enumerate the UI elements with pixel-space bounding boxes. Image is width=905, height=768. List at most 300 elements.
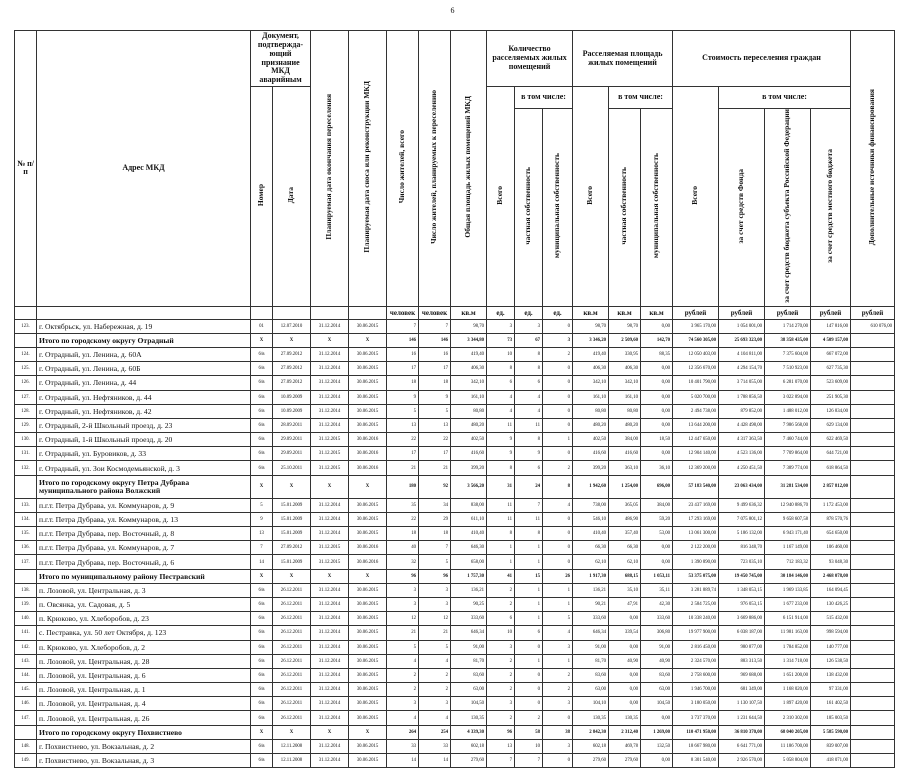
row-cell: 31.12.2015 [311, 447, 349, 461]
row-cell: 161 402,50 [811, 697, 851, 711]
row-address: п. Лозовой, ул. Центральная, д. 26 [37, 711, 251, 725]
row-cell: 1 167 149,00 [765, 541, 811, 555]
row-cell: 161,10 [609, 390, 641, 404]
row-number: 148. [15, 739, 37, 753]
row-cell: 30.06.2016 [349, 447, 387, 461]
row-cell: 4 294 154,70 [719, 362, 765, 376]
row-cell: 2 [487, 583, 515, 597]
row-cell: 63,00 [641, 683, 673, 697]
row-cell: 2 [419, 668, 451, 682]
row-cell: 7 510 923,00 [765, 362, 811, 376]
row-cell: 2 [487, 683, 515, 697]
row-cell: 30.06.2015 [349, 668, 387, 682]
row-address: п.г.т. Петра Дубрава, ул. Коммунаров, д. 13 [37, 512, 251, 526]
row-cell: 0 [543, 555, 573, 569]
row-cell: 6/в [251, 461, 273, 475]
row-cell: 9 [515, 447, 543, 461]
unit-cell: рублей [673, 306, 719, 319]
row-cell: 342,10 [609, 376, 641, 390]
unit-cell: рублей [851, 306, 895, 319]
row-cell: 1 [543, 433, 573, 447]
row-cell: 01 [251, 319, 273, 333]
row-cell: 17 293 169,00 [673, 512, 719, 526]
row-cell: 30.06.2015 [349, 362, 387, 376]
row-cell: 27.09.2012 [273, 362, 311, 376]
row-cell: 9 [487, 433, 515, 447]
row-cell: 3 [419, 583, 451, 597]
row-cell: 4 [419, 654, 451, 668]
row-cell: 365,05 [609, 498, 641, 512]
row-cell [851, 597, 895, 611]
row-cell: 9 499 636,32 [719, 498, 765, 512]
row-cell: 12 050 403,00 [673, 347, 719, 361]
row-cell: 66,30 [573, 541, 609, 555]
row-cell: 1 [487, 541, 515, 555]
row-cell: 3 [419, 597, 451, 611]
row-cell: 57 183 540,00 [673, 475, 719, 498]
row-cell: 26.12.2011 [273, 626, 311, 640]
row-cell: 546,10 [573, 512, 609, 526]
table-row [15, 754, 895, 768]
row-address: г. Отрадный, ул. Ленина, д. 44 [37, 376, 251, 390]
row-cell: 80,80 [609, 404, 641, 418]
row-cell: 8 [515, 362, 543, 376]
row-cell: 30.06.2015 [349, 319, 387, 333]
header-cost-incl: в том числе: [719, 87, 851, 109]
table-row [15, 498, 895, 512]
row-cell: 30.06.2015 [349, 640, 387, 654]
row-cell: 53 375 075,00 [673, 569, 719, 583]
row-cell: 10 401 790,00 [673, 376, 719, 390]
subtotal-row [15, 475, 895, 498]
row-number [15, 475, 37, 498]
unit-cell: кв.м [451, 306, 487, 319]
row-cell: 646,34 [451, 626, 487, 640]
row-number: 126. [15, 376, 37, 390]
row-cell: 13 [251, 527, 273, 541]
row-cell: 9 658 607,58 [765, 512, 811, 526]
row-cell: 1 231 644,50 [719, 711, 765, 725]
row-cell: 31.12.2014 [311, 319, 349, 333]
header-rooms-total: Всего [495, 185, 505, 205]
row-cell: 0,00 [609, 683, 641, 697]
row-cell: 23 437 169,00 [673, 498, 719, 512]
row-cell: 342,10 [451, 376, 487, 390]
row-cell: 21 [419, 461, 451, 475]
row-cell: 5 [419, 555, 451, 569]
row-number: 128. [15, 404, 37, 418]
row-cell: 18,50 [641, 433, 673, 447]
header-residents-planned: Число жителей, планируемых к переселению [429, 89, 439, 244]
row-cell: 339,54 [609, 626, 641, 640]
row-cell: 22 [387, 512, 419, 526]
row-cell: 3 [487, 697, 515, 711]
row-cell: 2 816 450,00 [673, 640, 719, 654]
row-number: 139. [15, 597, 37, 611]
row-cell: 30.06.2015 [349, 347, 387, 361]
row-cell: 40 [387, 541, 419, 555]
row-cell [851, 725, 895, 739]
row-cell: 23 063 434,00 [719, 475, 765, 498]
row-number: 137. [15, 555, 37, 569]
row-address: п. Лозовой, ул. Центральная, д. 4 [37, 697, 251, 711]
row-cell: 81,70 [573, 654, 609, 668]
row-cell: 251 905,30 [811, 390, 851, 404]
row-address: г. Отрадный, 1-й Школьный проезд, д. 20 [37, 433, 251, 447]
row-number: 147. [15, 711, 37, 725]
row-cell: 8 [487, 461, 515, 475]
row-cell: 142,70 [641, 333, 673, 347]
row-cell: 6/в [251, 362, 273, 376]
row-cell: 35,11 [641, 583, 673, 597]
row-cell: 3 566,20 [451, 475, 487, 498]
row-cell: 74 560 305,00 [673, 333, 719, 347]
row-address: г. Отрадный, ул. Ленина, д. 60А [37, 347, 251, 361]
row-cell: 410,40 [573, 527, 609, 541]
row-cell [851, 475, 895, 498]
row-cell: 15.01.2009 [273, 498, 311, 512]
row-cell: 363,10 [609, 461, 641, 475]
unit-cell: ед. [515, 306, 543, 319]
row-cell: 7 375 604,00 [765, 347, 811, 361]
row-number: 130. [15, 433, 37, 447]
table-row [15, 362, 895, 376]
row-cell: 31.12.2014 [311, 612, 349, 626]
row-number: 129. [15, 418, 37, 432]
row-cell: 0,00 [641, 418, 673, 432]
row-number: 143. [15, 654, 37, 668]
row-cell: 2 509,60 [609, 333, 641, 347]
row-cell: 147 816,00 [811, 319, 851, 333]
row-cell: 2 [543, 347, 573, 361]
row-cell: 333,60 [641, 612, 673, 626]
row-number: 125. [15, 362, 37, 376]
row-cell: 6/в [251, 654, 273, 668]
row-cell: 4 [419, 711, 451, 725]
row-cell: 2 324 570,00 [673, 654, 719, 668]
row-cell: 38 [543, 725, 573, 739]
row-cell: 1 946 700,00 [673, 683, 719, 697]
row-cell: 6/в [251, 418, 273, 432]
row-address: Итого по городскому округу Отрадный [37, 333, 251, 347]
unit-cell: рублей [719, 306, 765, 319]
row-address: Итого по муниципальному району Пестравский [37, 569, 251, 583]
row-cell: 138 432,00 [811, 668, 851, 682]
row-cell: 3 [515, 319, 543, 333]
unit-cell: кв.м [609, 306, 641, 319]
row-cell: 31.12.2014 [311, 362, 349, 376]
row-cell: 2 857 812,00 [811, 475, 851, 498]
row-cell [851, 683, 895, 697]
row-cell: 0 [543, 527, 573, 541]
row-cell: 11 [487, 498, 515, 512]
row-cell: 406,30 [451, 362, 487, 376]
row-cell: 12 [387, 612, 419, 626]
row-cell: 0,00 [641, 754, 673, 768]
row-cell: 31.12.2014 [311, 583, 349, 597]
row-cell: 12 356 670,00 [673, 362, 719, 376]
row-cell: 1 172 453,00 [811, 498, 851, 512]
row-cell: 130,35 [609, 711, 641, 725]
row-cell: 12.07.2010 [273, 319, 311, 333]
row-cell: 0,00 [641, 390, 673, 404]
table-row [15, 390, 895, 404]
row-cell: 2 [419, 683, 451, 697]
row-cell: 30.06.2015 [349, 390, 387, 404]
row-cell [851, 541, 895, 555]
table-row [15, 447, 895, 461]
row-cell: 1 757,30 [451, 569, 487, 583]
row-cell: 11 [515, 418, 543, 432]
row-cell: 688,15 [609, 569, 641, 583]
row-cell: 6/в [251, 739, 273, 753]
row-cell: 31.12.2014 [311, 697, 349, 711]
row-cell: 7 [419, 541, 451, 555]
row-number: 145. [15, 683, 37, 697]
row-cell: 104,50 [451, 697, 487, 711]
row-cell: 419,40 [573, 347, 609, 361]
row-cell: 1 348 053,15 [719, 583, 765, 597]
row-cell: X [251, 475, 273, 498]
row-cell: 416,60 [573, 447, 609, 461]
row-cell: 13 061 300,00 [673, 527, 719, 541]
row-cell: 30.06.2015 [349, 754, 387, 768]
row-cell: 6 [515, 626, 543, 640]
row-cell: 30.06.2015 [349, 404, 387, 418]
row-cell: 3 [543, 333, 573, 347]
row-cell: 42,30 [641, 597, 673, 611]
row-cell: 4 [543, 498, 573, 512]
row-cell: 4 [515, 404, 543, 418]
row-cell: 3 [387, 583, 419, 597]
row-cell: 5 020 700,00 [673, 390, 719, 404]
row-cell: 11 981 163,00 [765, 626, 811, 640]
table-row [15, 711, 895, 725]
row-cell: 3 [419, 697, 451, 711]
row-cell: 1 651 200,00 [765, 668, 811, 682]
row-cell: 4 [487, 404, 515, 418]
row-cell: 31.12.2015 [311, 433, 349, 447]
header-document: Документ, подтвержда- ющий признание МКД аварийным [251, 31, 311, 87]
row-cell: 6/в [251, 754, 273, 768]
row-cell: 627 735,30 [811, 362, 851, 376]
row-cell [851, 376, 895, 390]
subtotal-row [15, 725, 895, 739]
row-cell: 4 [387, 654, 419, 668]
row-number [15, 725, 37, 739]
row-address: п.г.т. Петра Дубрава, пер. Восточный, д. 6 [37, 555, 251, 569]
row-cell: 80,80 [573, 404, 609, 418]
row-cell: 0,00 [609, 668, 641, 682]
row-cell: 1 784 852,00 [765, 640, 811, 654]
row-cell: X [311, 569, 349, 583]
row-cell: 31 281 534,00 [765, 475, 811, 498]
row-cell: 2 312,40 [609, 725, 641, 739]
row-cell: 31.12.2014 [311, 683, 349, 697]
row-cell: 3 [543, 640, 573, 654]
row-cell [851, 555, 895, 569]
table-row [15, 697, 895, 711]
row-cell: 21 [387, 461, 419, 475]
row-cell: 30.06.2015 [349, 697, 387, 711]
row-cell: 602,18 [451, 739, 487, 753]
row-cell: 6/в [251, 433, 273, 447]
row-cell: 126 834,00 [811, 404, 851, 418]
row-cell: 644 721,00 [811, 447, 851, 461]
row-cell [851, 612, 895, 626]
row-cell: 0 [543, 362, 573, 376]
row-cell: 26.12.2011 [273, 640, 311, 654]
row-cell: 7 709 864,00 [765, 447, 811, 461]
row-cell: 30.06.2015 [349, 512, 387, 526]
subtotal-row [15, 333, 895, 347]
row-cell: X [273, 475, 311, 498]
row-address: п. Лозовой, ул. Центральная, д. 3 [37, 583, 251, 597]
row-cell: X [273, 569, 311, 583]
row-cell: 4 523 136,00 [719, 447, 765, 461]
row-cell: 0,00 [641, 376, 673, 390]
row-cell: 723 035,10 [719, 555, 765, 569]
row-cell: 523 609,00 [811, 376, 851, 390]
unit-cell: рублей [811, 306, 851, 319]
row-cell: 18 [419, 527, 451, 541]
row-cell: 30.06.2016 [349, 433, 387, 447]
row-cell: X [273, 725, 311, 739]
row-cell: 480,20 [609, 418, 641, 432]
row-cell: 0,00 [641, 319, 673, 333]
row-cell: 696,00 [641, 475, 673, 498]
row-cell: 93 048,30 [811, 555, 851, 569]
row-cell: 969 688,00 [719, 668, 765, 682]
row-cell: 419,40 [451, 347, 487, 361]
row-cell: 6 943 171,40 [765, 527, 811, 541]
row-cell: 41 [487, 569, 515, 583]
row-cell: 3 669 886,00 [719, 612, 765, 626]
row-address: г. Отрадный, 2-й Школьный проезд, д. 23 [37, 418, 251, 432]
row-cell: 0 [543, 541, 573, 555]
row-cell: 12 447 650,00 [673, 433, 719, 447]
row-cell: X [251, 569, 273, 583]
row-number: 123. [15, 319, 37, 333]
row-cell: X [251, 725, 273, 739]
unit-cell: кв.м [573, 306, 609, 319]
row-cell: 7 [515, 754, 543, 768]
row-cell: 838,00 [451, 498, 487, 512]
row-cell: 83,60 [641, 668, 673, 682]
row-cell: 2 [543, 683, 573, 697]
row-cell [851, 433, 895, 447]
row-cell: 130,35 [573, 711, 609, 725]
table-row [15, 418, 895, 432]
row-cell: 22 [387, 433, 419, 447]
row-cell: 17 [419, 447, 451, 461]
row-cell: 132,50 [641, 739, 673, 753]
row-cell: 30.06.2015 [349, 498, 387, 512]
row-cell: 279,60 [573, 754, 609, 768]
row-cell: 7 [487, 754, 515, 768]
row-address: г. Отрадный, ул. Ленина, д. 60Б [37, 362, 251, 376]
row-cell: 31.12.2014 [311, 418, 349, 432]
row-cell: 5 [543, 612, 573, 626]
row-cell: 7 460 744,00 [765, 433, 811, 447]
table-row [15, 347, 895, 361]
row-cell: 12 [419, 612, 451, 626]
table-row [15, 683, 895, 697]
row-cell: 1 [515, 597, 543, 611]
row-cell: 161,10 [451, 390, 487, 404]
row-cell: 3 346,20 [573, 333, 609, 347]
units-row [15, 306, 895, 319]
row-cell: 90,21 [573, 597, 609, 611]
unit-cell: кв.м [641, 306, 673, 319]
row-cell: 26.12.2011 [273, 612, 311, 626]
row-cell: 1 [487, 555, 515, 569]
row-cell: 2 [543, 668, 573, 682]
row-cell: 816 348,70 [719, 541, 765, 555]
row-cell: 12 369 200,00 [673, 461, 719, 475]
row-cell: 654 650,00 [811, 527, 851, 541]
row-cell: X [273, 333, 311, 347]
row-cell: 976 053,15 [719, 597, 765, 611]
table-row [15, 461, 895, 475]
row-cell [851, 390, 895, 404]
row-cell: 2 584 725,00 [673, 597, 719, 611]
row-cell [851, 668, 895, 682]
row-cell: 0 [515, 683, 543, 697]
row-cell: 30 184 146,00 [765, 569, 811, 583]
row-cell: 90,25 [451, 597, 487, 611]
header-area-total: Общая площадь жилых помещений МКД [463, 96, 473, 238]
row-cell: 91,00 [573, 640, 609, 654]
row-number: 136. [15, 541, 37, 555]
row-cell: 31.12.2014 [311, 512, 349, 526]
row-cell: 1 969 133,85 [765, 583, 811, 597]
row-number [15, 333, 37, 347]
row-cell: 3 180 050,00 [673, 697, 719, 711]
row-cell: 18 [387, 376, 419, 390]
row-cell: 3 965 170,00 [673, 319, 719, 333]
row-address: г. Похвистнево, ул. Вокзальная, д. 2 [37, 739, 251, 753]
row-cell [851, 527, 895, 541]
row-cell: 4 [543, 626, 573, 640]
row-cell: 96 [419, 569, 451, 583]
row-cell: 3 [487, 319, 515, 333]
row-cell: 357,40 [609, 527, 641, 541]
row-cell: 27.09.2012 [273, 376, 311, 390]
row-cell: 0 [543, 418, 573, 432]
row-cell: 402,50 [451, 433, 487, 447]
row-cell: 6/в [251, 390, 273, 404]
row-address: п. Крюково, ул. Хлеборобов, д. 2 [37, 640, 251, 654]
row-cell: 9 [251, 512, 273, 526]
row-cell: 2 [487, 654, 515, 668]
row-cell: 110 471 950,00 [673, 725, 719, 739]
row-cell: 279,60 [609, 754, 641, 768]
row-cell: X [311, 333, 349, 347]
page-number: 6 [450, 6, 455, 15]
row-cell: 31.12.2014 [311, 754, 349, 768]
row-cell: 416,60 [609, 447, 641, 461]
table-row [15, 433, 895, 447]
row-cell: 62,10 [573, 555, 609, 569]
row-cell: 53,00 [641, 527, 673, 541]
row-cell: 1 254,00 [609, 475, 641, 498]
row-cell: 30.06.2015 [349, 376, 387, 390]
row-cell: 29.09.2011 [273, 447, 311, 461]
row-cell: 6/в [251, 583, 273, 597]
row-cell: 1 130 107,50 [719, 697, 765, 711]
row-cell: 17 [387, 447, 419, 461]
